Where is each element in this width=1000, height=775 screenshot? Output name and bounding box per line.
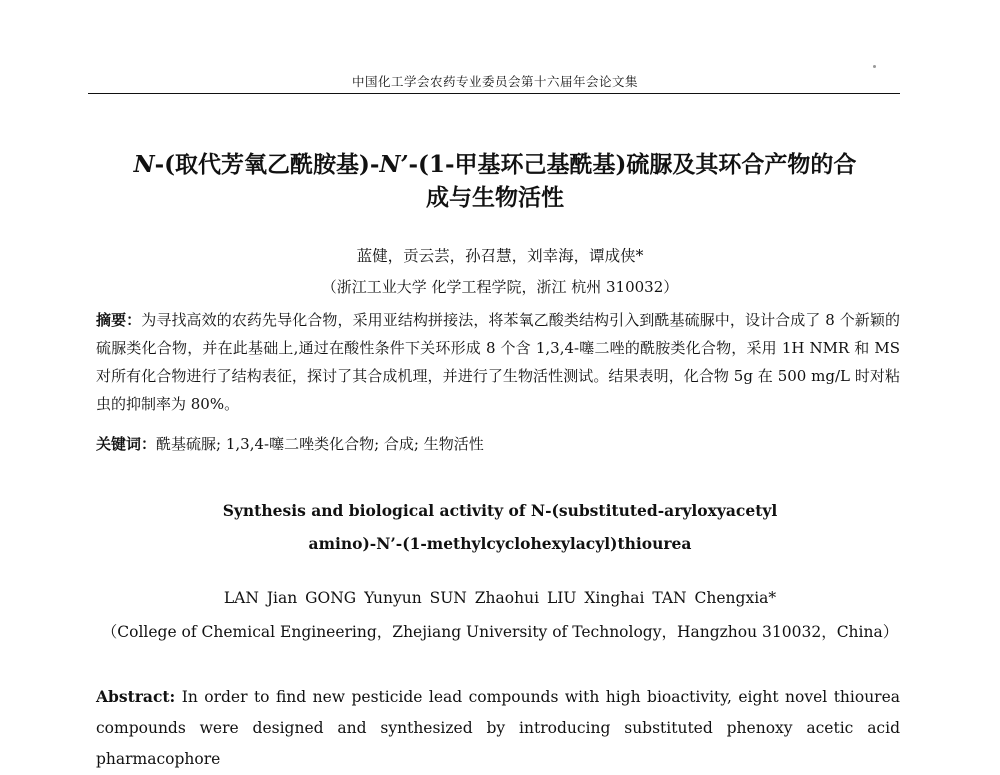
english-abstract-label: Abstract: <box>96 687 176 706</box>
chinese-abstract <box>96 306 900 418</box>
chinese-title <box>80 148 910 214</box>
chinese-abstract-label: 摘要： <box>96 311 142 329</box>
english-abstract <box>96 681 900 775</box>
chinese-affiliation: （浙江工业大学 化学工程学院，浙江 杭州 310032） <box>321 278 679 296</box>
chinese-authors: 蓝健，贡云芸，孙召慧，刘幸海，谭成侠* <box>356 247 644 265</box>
chinese-title-line-1 <box>80 148 910 181</box>
english-authors: LAN Jian GONG Yunyun SUN Zhaohui LIU Xinghai TAN Chengxia* <box>223 589 777 607</box>
chinese-title-line-2: 成与生物活性 <box>426 184 564 211</box>
english-title-line-1: Synthesis and biological activity of N-(substituted-aryloxyacetyl <box>222 501 778 520</box>
chinese-keywords <box>96 430 900 458</box>
header-rule <box>88 93 900 94</box>
running-header: 中国化工学会农药专业委员会第十六届年会论文集 <box>351 74 638 89</box>
title-segment-2: -(1-甲基环己基酰基)硫脲及其环合产物的合 <box>408 151 857 178</box>
english-abstract-text: In order to find new pesticide lead compounds with high bioactivity, eight novel thiourea compounds were designed and synthesized by introducing substituted phenoxy acetic acid pharmacophore <box>96 688 900 768</box>
english-affiliation: （College of Chemical Engineering，Zhejiang University of Technology，Hangzhou 310032，China） <box>101 623 899 641</box>
chinese-keywords-label: 关键词： <box>96 435 157 453</box>
title-italic-n: N <box>133 151 155 178</box>
title-italic-n-prime: N’ <box>379 151 409 178</box>
english-title-line-2: amino)-N’-(1-methylcyclohexylacyl)thiourea <box>308 534 692 553</box>
chinese-keywords-text: 酰基硫脲; 1,3,4-噻二唑类化合物; 合成; 生物活性 <box>156 435 484 453</box>
title-segment-1: -(取代芳氧乙酰胺基)- <box>154 151 380 178</box>
scan-artifact-dot <box>873 65 876 68</box>
english-title <box>0 494 1000 560</box>
chinese-abstract-text: 为寻找高效的农药先导化合物，采用亚结构拼接法，将苯氧乙酸类结构引入到酰基硫脲中，设计合成了 8 个新颖的硫脲类化合物，并在此基础上,通过在酸性条件下关环形成 8 个含 1,3,4-噻二唑的酰胺类化合物，采用 1H NMR 和 MS 对所有化合物进行了结构表征，探讨了其合成机理，并进行了生物活性测试。结果表明，化合物 5g 在 500 mg/L 时对粘虫的抑制率为 80%。 <box>96 311 900 413</box>
